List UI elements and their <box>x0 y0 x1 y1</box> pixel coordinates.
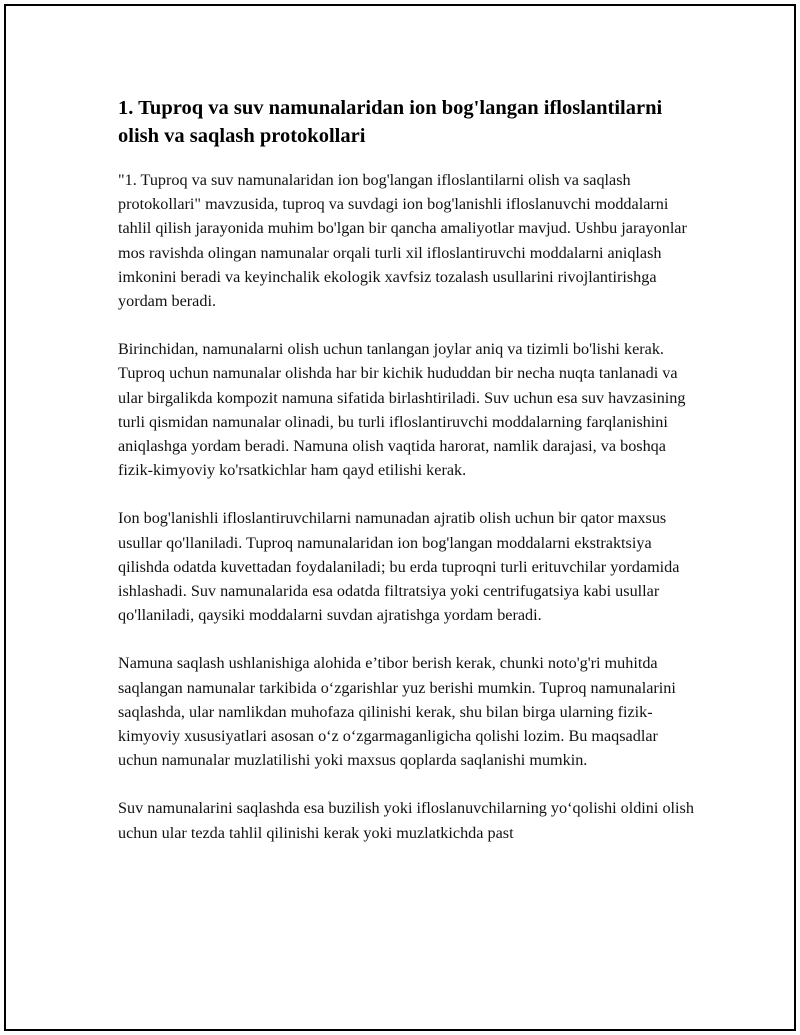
section-heading: 1. Tuproq va suv namunalaridan ion bog'langan ifloslantilarni olish va saqlash protokollari <box>118 97 663 147</box>
document-body <box>118 94 698 869</box>
paragraph-extraction-methods: Ion bog'lanishli ifloslantiruvchilarni namunadan ajratib olish uchun bir qator maxsus usullar qo'llaniladi. Tuproq namunalaridan ion bog'langan moddalarni ekstraktsiya qilishda odatda kuvettadan foydalaniladi; bu erda tuproqni turli erituvchilar yordamida ishlashadi. Suv namunalarida esa odatda filtratsiya yoki centrifugatsiya kabi usullar qo'llaniladi, qaysiki moddalarni suvdan ajratishga yordam beradi. <box>118 509 680 625</box>
paragraph-sample-storage: Namuna saqlash ushlanishiga alohida e’tibor berish kerak, chunki noto'g'ri muhitda saqlangan namunalar tarkibida o‘zgarishlar yuz berishi mumkin. Tuproq namunalarini saqlashda, ular namlikdan muhofaza qilinishi kerak, shu bilan birga ularning fizik-kimyoviy xususiyatlari asosan o‘z o‘zgarmaganligicha qolishi lozim. Bu maqsadlar uchun namunalar muzlatilishi yoki maxsus qoplarda saqlanishi mumkin. <box>118 654 676 770</box>
paragraph-sampling-sites: Birinchidan, namunalarni olish uchun tanlangan joylar aniq va tizimli bo'lishi kerak. Tuproq uchun namunalar olishda har bir kichik hududdan bir necha nuqta tanlanadi va ular birgalikda kompozit namuna sifatida birlashtiriladi. Suv uchun esa suv havzasining turli qismidan namunalar olinadi, bu turli ifloslantiruvchi moddalarning farqlanishini aniqlashga yordam beradi. Namuna olish vaqtida harorat, namlik darajasi, va boshqa fizik-kimyoviy ko'rsatkichlar ham qayd etilishi kerak. <box>118 340 686 480</box>
paragraph-water-storage: Suv namunalarini saqlashda esa buzilish yoki ifloslanuvchilarning yo‘qolishi oldini olish uchun ular tezda tahlil qilinishi kerak yoki muzlatkichda past <box>118 799 694 842</box>
paragraph-intro: "1. Tuproq va suv namunalaridan ion bog'langan ifloslantilarni olish va saqlash protokollari" mavzusida, tuproq va suvdagi ion bog'lanishli ifloslanuvchi moddalarni tahlil qilish jarayonida muhim bo'lgan bir qancha amaliyotlar mavjud. Ushbu jarayonlar mos ravishda olingan namunalar orqali turli xil ifloslantiruvchi moddalarni aniqlash imkonini beradi va keyinchalik ekologik xavfsiz tozalash usullarini rivojlantirishga yordam beradi. <box>118 171 687 311</box>
